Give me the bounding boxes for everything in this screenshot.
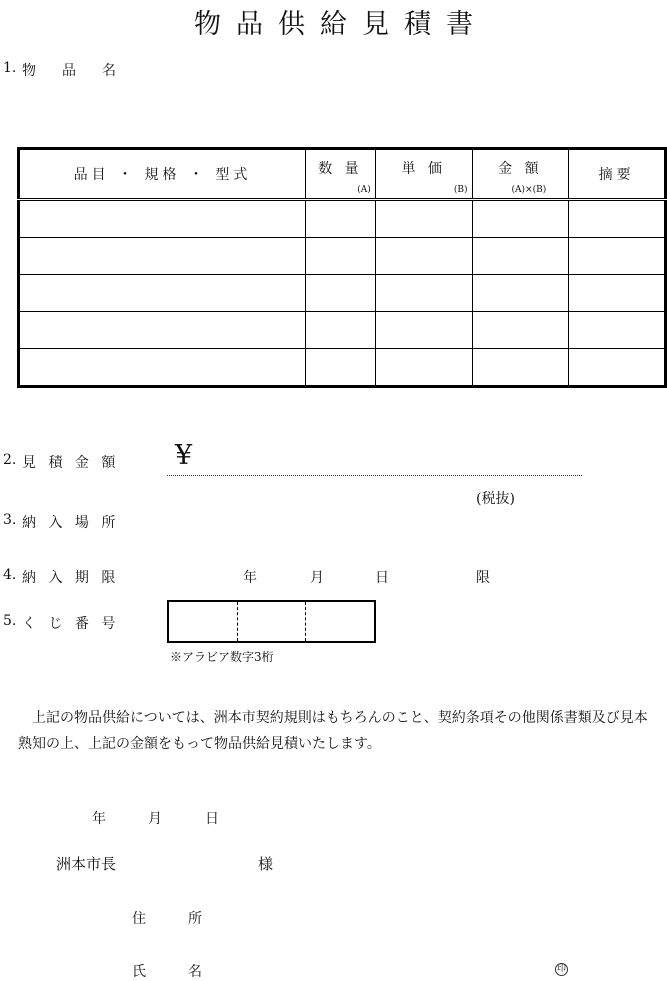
header-remarks: 摘要 [569, 149, 666, 200]
cell-quantity[interactable] [306, 312, 376, 349]
address-label: 住 所 [132, 911, 202, 927]
name-label: 氏 名 [132, 964, 202, 980]
cell-unit-price[interactable] [375, 200, 472, 238]
table-row [19, 200, 666, 238]
cell-quantity[interactable] [306, 200, 376, 238]
cell-item[interactable] [19, 238, 306, 275]
cell-amount[interactable] [472, 275, 569, 312]
yen-sign: ¥ [175, 440, 193, 471]
item-1-number: 1. [3, 60, 17, 76]
statement-text: 上記の物品供給については、洲本市契約規則はもちろんのこと、契約条項その他関係書類及び見本熟知の上、上記の金額をもって物品供給見積いたします。 [18, 710, 648, 752]
honorific: 様 [258, 855, 274, 873]
item-5-label: く じ 番 号 [22, 616, 120, 632]
header-quantity: 数 量 (A) [306, 149, 376, 200]
items-table [17, 147, 667, 388]
cell-amount[interactable] [472, 349, 569, 387]
date-day-label: 日 [205, 811, 219, 827]
deadline-day-label: 日 [375, 570, 389, 586]
cell-remarks[interactable] [569, 200, 666, 238]
table-header-row [19, 149, 666, 200]
cell-amount[interactable] [472, 238, 569, 275]
header-amount: 金 額 (A)×(B) [472, 149, 569, 200]
item-2-number: 2. [3, 452, 17, 468]
cell-remarks[interactable] [569, 238, 666, 275]
table-row [19, 349, 666, 387]
lottery-digit-box[interactable] [306, 602, 374, 641]
cell-remarks[interactable] [569, 349, 666, 387]
cell-item[interactable] [19, 200, 306, 238]
lottery-digit-box[interactable] [238, 602, 307, 641]
cell-item[interactable] [19, 349, 306, 387]
item-4-label: 納 入 期 限 [22, 570, 120, 586]
lottery-number-boxes [167, 600, 376, 643]
table-row [19, 312, 666, 349]
cell-amount[interactable] [472, 312, 569, 349]
cell-unit-price[interactable] [375, 238, 472, 275]
document-title: 物品供給見積書 [194, 9, 488, 40]
cell-unit-price[interactable] [375, 275, 472, 312]
cell-amount[interactable] [472, 200, 569, 238]
cell-item[interactable] [19, 275, 306, 312]
deadline-month-label: 月 [310, 570, 324, 586]
item-3-label: 納 入 場 所 [22, 515, 120, 531]
cell-remarks[interactable] [569, 312, 666, 349]
addressee: 洲本市長 [56, 855, 117, 873]
seal-icon: 印 [556, 964, 566, 974]
cell-remarks[interactable] [569, 275, 666, 312]
table-row [19, 238, 666, 275]
item-1-label: 物 品 名 [22, 63, 122, 79]
cell-quantity[interactable] [306, 275, 376, 312]
amount-field[interactable] [167, 475, 582, 476]
cell-quantity[interactable] [306, 238, 376, 275]
table-row [19, 275, 666, 312]
deadline-limit-label: 限 [476, 570, 490, 586]
header-item-spec: 品目 ・ 規格 ・ 型式 [19, 149, 306, 200]
cell-unit-price[interactable] [375, 349, 472, 387]
item-5-number: 5. [3, 613, 17, 629]
cell-item[interactable] [19, 312, 306, 349]
cell-unit-price[interactable] [375, 312, 472, 349]
tax-excluded-note: (税抜) [476, 491, 515, 507]
lottery-note: ※アラビア数字3桁 [170, 650, 274, 664]
item-4-number: 4. [3, 567, 17, 583]
deadline-year-label: 年 [243, 570, 257, 586]
date-year-label: 年 [92, 811, 106, 827]
header-unit-price: 単 価 (B) [375, 149, 472, 200]
date-month-label: 月 [148, 811, 162, 827]
item-2-label: 見 積 金 額 [22, 455, 120, 471]
cell-quantity[interactable] [306, 349, 376, 387]
lottery-digit-box[interactable] [169, 602, 238, 641]
item-3-number: 3. [3, 512, 17, 528]
